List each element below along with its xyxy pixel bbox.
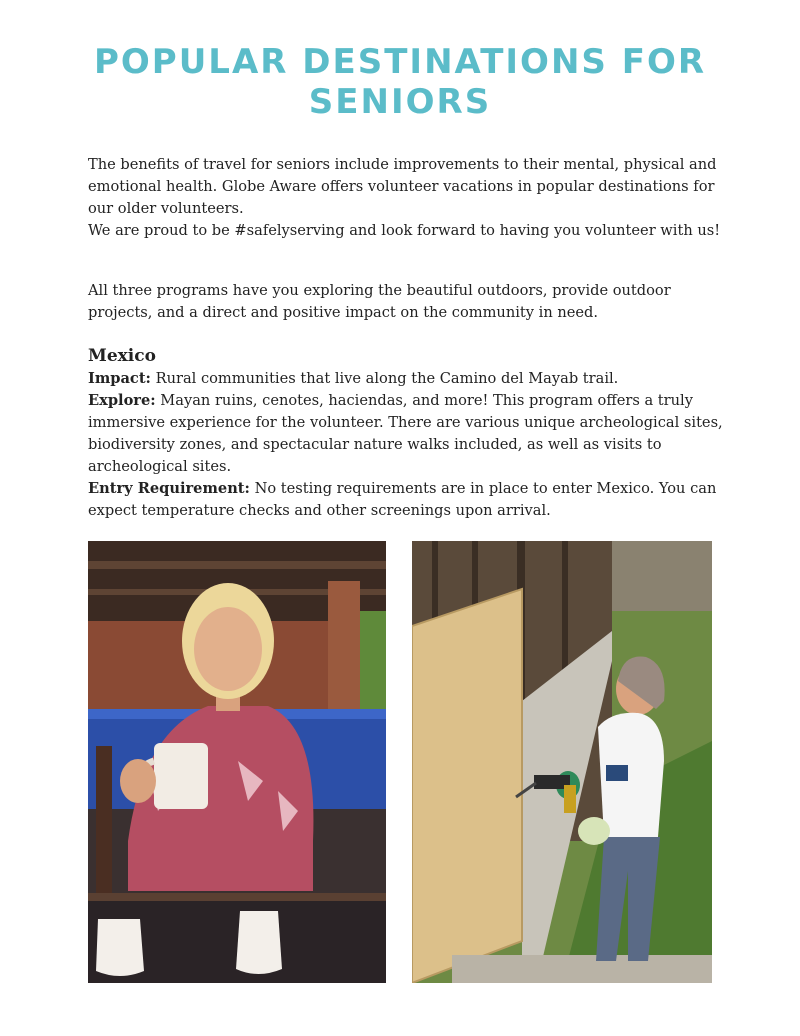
mexico-heading: Mexico	[88, 346, 156, 366]
photo-volunteer-with-drill	[412, 541, 712, 983]
intro-paragraph-1: The benefits of travel for seniors include improvements to their mental, physical and emotional health. Globe Aware offers volunteer vacations in popular destinations for our older volunteers.	[88, 156, 717, 217]
intro-paragraph-2: We are proud to be #safelyserving and look forward to having you volunteer with us!	[88, 222, 721, 239]
intro-section	[88, 154, 728, 242]
explore-label: Explore:	[88, 392, 156, 409]
page-title	[40, 42, 760, 122]
mexico-impact	[88, 368, 728, 390]
mexico-explore	[88, 390, 728, 478]
photo-right-illustration	[412, 541, 712, 983]
impact-text: Rural communities that live along the Camino del Mayab trail.	[150, 370, 619, 387]
title-line-1: POPULAR DESTINATIONS FOR	[93, 42, 707, 82]
mexico-section	[88, 344, 728, 522]
mexico-entry	[88, 478, 728, 522]
impact-label: Impact:	[88, 370, 151, 387]
title-line-2: SENIORS	[308, 82, 492, 122]
entry-label: Entry Requirement:	[88, 480, 250, 497]
explore-text: Mayan ruins, cenotes, haciendas, and more! This program offers a truly immersive experience for the volunteer. There are various unique archeological sites, biodiversity zones, and spectacular nature walks included, as well as visits to archeological sites.	[88, 392, 723, 475]
entry-text: No testing requirements are in place to enter Mexico. You can expect temperature checks and other screenings upon arrival.	[88, 480, 717, 519]
photo-volunteer-with-mug	[88, 541, 386, 983]
programs-paragraph: All three programs have you exploring the beautiful outdoors, provide outdoor projects, and a direct and positive impact on the community in need.	[88, 282, 671, 321]
photo-left-illustration	[88, 541, 386, 983]
